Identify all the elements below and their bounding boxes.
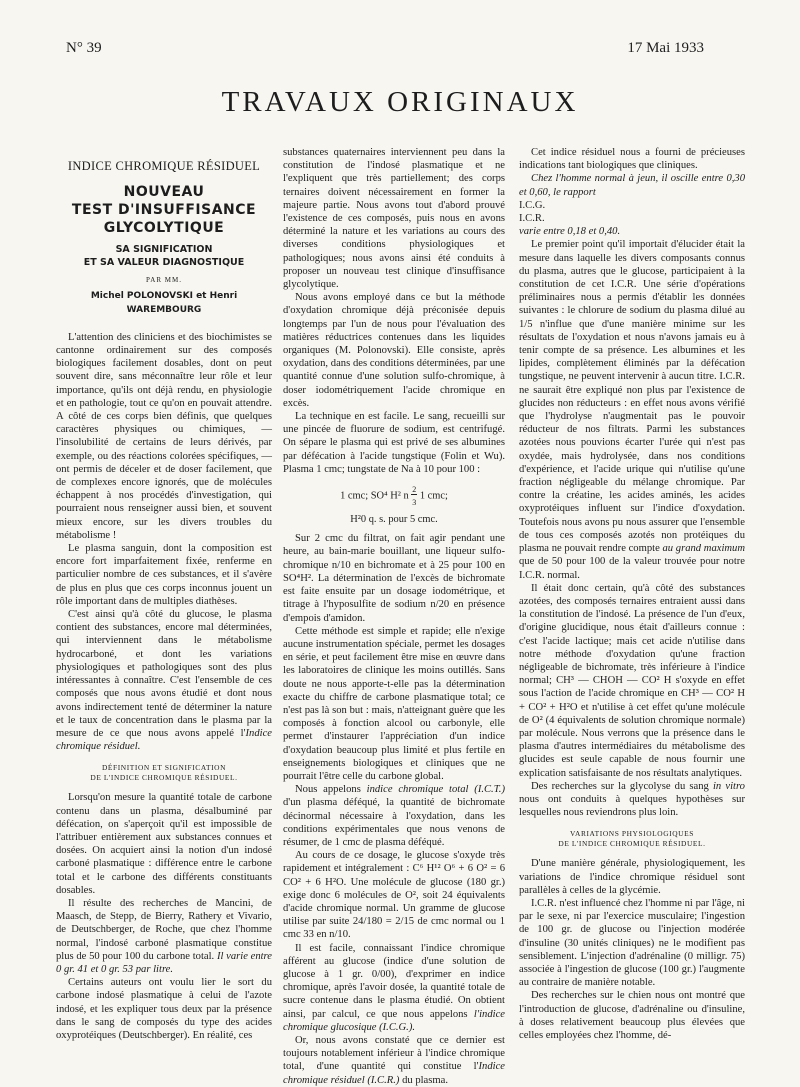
- paragraph-text: d'un plasma déféqué, la quantité de bichromate décinormal nécessaire à l'oxydation, dans les conditions expérimentales que nous venons de résumer, de 1 cmc de plasma déféqué.: [283, 797, 505, 848]
- paragraph: Lorsqu'on mesure la quantité totale de carbone contenu dans un plasma, désalbuminé par défécation, on s'aperçoit qu'il est impossible de l'attribuer entièrement aux substances connues et dosées. On acquiert ainsi la notion d'un indosé carboné plasmatique : différence entre le carbone total et le carbone des différents constituants dosables.: [56, 792, 272, 896]
- emphasis-term: Indice chromique résiduel (I.C.R.): [283, 1061, 505, 1086]
- paragraph: D'une manière générale, physiologiquement, les variations de l'indice chromique résiduel sont parallèles à celles de la glycémie.: [519, 858, 745, 896]
- paragraph: [519, 172, 745, 198]
- section-heading-definition: [56, 763, 272, 783]
- section-heading-line: DÉFINITION ET SIGNIFICATION: [101, 763, 227, 773]
- paragraph: La technique en est facile. Le sang, recueilli sur une pincée de fluorure de sodium, est centrifugé. On sépare le plasma qui est privé de ses albumines par défécation à l'acide tungstique (Folin et Wu). Plasma 1 cmc; tungstate de Na à 10 pour 100 :: [283, 411, 505, 475]
- section-heading-variations: [519, 829, 745, 849]
- paragraph: I.C.R. n'est influencé chez l'homme ni par l'âge, ni par le sexe, ni par l'exercice musculaire; l'ingestion de 100 gr. de glucose ou l'injection modérée d'insuline (30 unités cliniques) ne le modifient pas sensiblement. L'injection d'adrénaline (0 milligr. 75) associée à l'ingestion de glucose (100 gr.) l'augmente au contraire de manière notable.: [519, 897, 745, 989]
- paragraph: Des recherches sur le chien nous ont montré que l'introduction de glucose, d'adrénaline ou d'insuline, à doses relativement beaucoup plus élevées que celles employées chez l'homme, dé-: [519, 990, 745, 1041]
- paragraph: substances quaternaires interviennent peu dans la constitution de l'indosé plasmatique et ne l'expliquent que très partiellement; des corps ternaires doivent nécessairement en former la majeure partie. Nous avons tout d'abord prouvé l'existence de ces composés, puis nous en avons déterminé la nature et les variations au cours des diverses conditions physiologiques et pathologiques; nous avons ainsi été conduits à proposer un nouveau test clinique d'insuffisance glycolytique.: [283, 147, 505, 291]
- byline-prefix: PAR MM.: [146, 276, 182, 285]
- issue-number: N° 39: [66, 40, 102, 56]
- paragraph: Au cours de ce dosage, le glucose s'oxyde très rapidement et intégralement : C⁶ H¹² O⁶ + 6 O² = 6 CO² + 6 H²O. Une molécule de glucose (180 gr.) exige donc 6 molécules de O², soit 24 équivalents d'acide chromique normal. Un gramme de glucose utilise par suite 24/180 = 2/15 de cmc normal ou 1 cmc 33 en n/10.: [283, 850, 505, 941]
- section-heading-line: DE L'INDICE CHROMIQUE RÉSIDUEL.: [90, 773, 238, 783]
- paragraph-text: Il est facile, connaissant l'indice chromique afférent au glucose (indice d'une solution de glucose à 1 gr. 0/00), d'exprimer en indice chromique, après l'avoir dosée, la quantité totale de sucre contenue dans le plasma étudié. On obtient ainsi, par calcul, ce que nous appelons: [283, 942, 505, 1020]
- fraction-denominator: I.C.R.: [519, 213, 545, 225]
- article-subtitle-line: SA SIGNIFICATION: [115, 244, 213, 256]
- article-subtitle-line: ET SA VALEUR DIAGNOSTIQUE: [83, 257, 245, 269]
- article-title-line: TEST D'INSUFFISANCE: [71, 202, 257, 219]
- article-title: [56, 183, 272, 237]
- paragraph: [519, 780, 745, 820]
- emphasis-text: Chez l'homme normal à jeun, il oscille entre 0,30 et 0,60, le rapport: [519, 173, 745, 198]
- column-1: [56, 146, 272, 1042]
- formula-line: H²0 q. s. pour 5 cmc.: [350, 514, 438, 526]
- emphasis-term: au grand maximum: [662, 543, 745, 555]
- reagent-formula: [283, 482, 505, 526]
- paragraph: [56, 608, 272, 753]
- paragraph: [519, 238, 745, 581]
- formula-line: [283, 482, 505, 510]
- fraction-numerator: 2: [412, 485, 417, 495]
- emphasis-term: l'indice chromique glucosique (I.C.G.).: [283, 1008, 505, 1033]
- paragraph: Certains auteurs ont voulu lier le sort du carbone indosé plasmatique à celui de l'azote indosé, et les expliquer tous deux par la présence dans le sang de composés du type des acides oxyprotéiques (Deutschberger). En réalité, ces: [56, 977, 272, 1041]
- emphasis-text: varie entre 0,18 et 0,40.: [519, 226, 621, 238]
- paragraph-text: Le premier point qu'il importait d'élucider était la mesure dans laquelle les divers composants connus du plasma, autres que le glucose, participaient à la constitution de cet I.C.R. Une série d'opérations préliminaires nous a permis d'établir les données suivantes : le chlorure de sodium du plasma dilué au 1/5 n'influe que d'une manière minime sur les résultats de l'oxydation et nous n'avons jamais eu à tenir compte de sa présence. Les albumines et les lipides, complètement éliminés par la défécation tungstique, ne peuvent intervenir à aucun titre. I.C.R. ne saurait être expliqué non plus par l'existence de glucides non réducteurs : en effet nous avons vérifié que l'hydrolyse n'augmentait pas le pouvoir réducteur de nos filtrats. Parmi les substances azotées nous pouvions écarter l'urée qui n'est pas oxydée, mais hydrolysée, dans nos conditions d'expérience, et l'acide urique qui n'utilise qu'une fraction négligeable du mélange chromique. Par contre la créatine, les acides aminés, les acides oxyprotéiques influent sur l'indice d'oxydation. Toutefois nous avons pu nous assurer que l'ensemble de tous ces composés azotés non protéiques du plasma ne pouvait rendre compte: [519, 239, 745, 555]
- paragraph: L'attention des cliniciens et des biochimistes se cantonne ordinairement sur des composés biologiques facilement dosables, dont on peut souvent dire, sans méconnaître leur rôle et leur importance, qu'ils ont déjà rendu, en physiologie et en pathologie, tout ce qu'on en pouvait attendre. A côté de ces corps bien définis, que quelques caractères physiques ou chimiques, — l'insolubilité de certains de leurs dérivés, par exemple, ou des réactions colorées spécifiques, — ont permis de déceler et de doser facilement, que de complexes encore ignorés, que de molécules échappent à nos procédés d'investigation, qui pourraient nous renseigner aussi bien, et souvent mieux encore, sur les divers troubles du métabolisme !: [56, 331, 272, 541]
- paragraph-text: Nous appelons: [295, 784, 367, 796]
- paragraph-text: que de 50 pour 100 de la valeur trouvée pour notre I.C.R. normal.: [519, 556, 745, 581]
- paragraph: [283, 942, 505, 1034]
- paragraph-text: du plasma.: [399, 1074, 448, 1086]
- article-kicker: INDICE CHROMIQUE RÉSIDUEL: [67, 159, 261, 173]
- section-heading-line: VARIATIONS PHYSIOLOGIQUES: [570, 829, 694, 839]
- issue-date: 17 Mai 1933: [627, 40, 704, 56]
- section-title: TRAVAUX ORIGINAUX: [221, 86, 579, 118]
- fraction-numerator: I.C.G.: [519, 199, 546, 211]
- paragraph: Sur 2 cmc du filtrat, on fait agir pendant une heure, au bain-marie bouillant, une liqueur sulfo-chromique n/10 en bichromate et à 25 pour 100 en SO⁴H². La détermination de l'excès de bichromate est faite ensuite par un dosage iodométrique, et titrage à l'hyposulfite de sodium n/20 en présence d'empois d'amidon.: [283, 533, 505, 624]
- article-title-line: NOUVEAU: [123, 184, 205, 201]
- emphasis-term: indice chromique total (I.C.T.): [366, 784, 505, 796]
- fraction: [411, 482, 417, 510]
- article-subtitle: [56, 243, 272, 269]
- paragraph-text: Des recherches sur la glycolyse du sang: [531, 780, 713, 792]
- paragraph: Nous avons employé dans ce but la méthode d'oxydation chromique déjà préconisée depuis longtemps par l'un de nous pour l'évaluation des matières réductrices contenues dans les liquides organiques (M. Polonovski). Elle consiste, après oxydation, dans des conditions déterminées, par une quantité connue d'une solution sulfo-chromique, à doser iodométriquement l'acide chromique en excès.: [283, 292, 505, 409]
- section-heading-line: DE L'INDICE CHROMIQUE RÉSIDUEL.: [558, 839, 706, 849]
- paragraph: [56, 897, 272, 976]
- emphasis-term: in vitro: [712, 780, 745, 792]
- emphasis-text: Il varie entre 0 gr. 41 et 0 gr. 53 par litre.: [56, 950, 272, 975]
- article-authors: Michel POLONOVSKI et Henri WAREMBOURG: [90, 291, 238, 315]
- emphasis-term: Indice chromique résiduel.: [56, 727, 272, 753]
- formula-text: 1 cmc; SO⁴ H² n: [340, 490, 409, 502]
- paragraph: [283, 783, 505, 849]
- paragraph: Cet indice résiduel nous a fourni de précieuses indications tant biologiques que cliniques.: [519, 147, 745, 172]
- paragraph-text: C'est ainsi qu'à côté du glucose, le plasma contient des substances, encore mal déterminées, qui interviennent dans le métabolisme hydrocarboné, et dont les variations physiologiques et pathologiques sont des plus intéressantes à connaître. C'est l'ensemble de ces composés que nous avons étudié et dont nous avons indirectement tenté de déterminer la nature et le taux de concentration dans le plasma par la mesure de ce que nous avons appelé l': [56, 609, 272, 739]
- column-2: [283, 146, 505, 1087]
- paragraph: Il était donc certain, qu'à côté des substances azotées, des composés ternaires entraient aussi dans la constitution de l'indosé. La présence de l'un d'eux, d'origine glucidique, nous était d'ailleurs connue : c'est l'acide lactique; mais cet acide n'utilise dans notre méthode d'oxydation qu'une fraction négligeable de bichromate, très inférieure à l'indice normal; CH³ — CHOH — CO² H s'oxyde en effet sous l'action de l'acide chromique en CH³ — CO² H + CO² + H²O et n'utilise à cet effet qu'une molécule de O² (4 équivalents de solution chromique normale) par molécule. Nous verrons que la présence dans le plasma d'autres intermédiaires du métabolisme des glucides est seule capable de nous fournir une explication satisfaisante de nos résultats analytiques.: [519, 582, 745, 779]
- formula-text: 1 cmc;: [419, 490, 448, 502]
- column-3: [519, 146, 745, 1042]
- paragraph: Le plasma sanguin, dont la composition est encore fort imparfaitement fixée, renferme en particulier nombre de ces substances, et il s'avère de plus en plus que ces corps inconnus jouent un rôle important dans de multiples diathèses.: [56, 543, 272, 607]
- fraction-denominator: 3: [412, 498, 417, 508]
- paragraph: [283, 1034, 505, 1087]
- paragraph-text: nous ont conduits à quelques hypothèses sur lesquelles nous reviendrons plus loin.: [519, 793, 745, 819]
- paragraph-text: Il résulte des recherches de Mancini, de Maasch, de Stepp, de Bierry, Rathery et Vivario, de Deutschberger, de Roche, que chez l'homme normal, l'indosé carboné plasmatique constitue plus de 50 pour 100 du carbone total.: [56, 897, 272, 962]
- article-title-line: GLYCOLYTIQUE: [103, 220, 225, 237]
- paragraph-text: Or, nous avons constaté que ce dernier est toujours notablement inférieur à l'indice chromique total, d'une quantité qui constitue l': [283, 1035, 505, 1073]
- paragraph: Cette méthode est simple et rapide; elle n'exige aucune instrumentation spéciale, permet les dosages en série, et peut facilement être mise en œuvre dans les laboratoires de clinique les moins outillés. Sans doute ne nous apporte-t-elle pas la détermination exacte du chiffre de carbone plasmatique total; ce n'est pas là son but : mais, n'atteignant guère que les composés à fonction alcool ou carbonyle, elle permet d'instaurer l'appréciation d'un indice d'oxydation beaucoup plus limité et plus fertile en enseignements biologiques et cliniques que ne pourrait l'être celle du carbone global.: [283, 625, 505, 782]
